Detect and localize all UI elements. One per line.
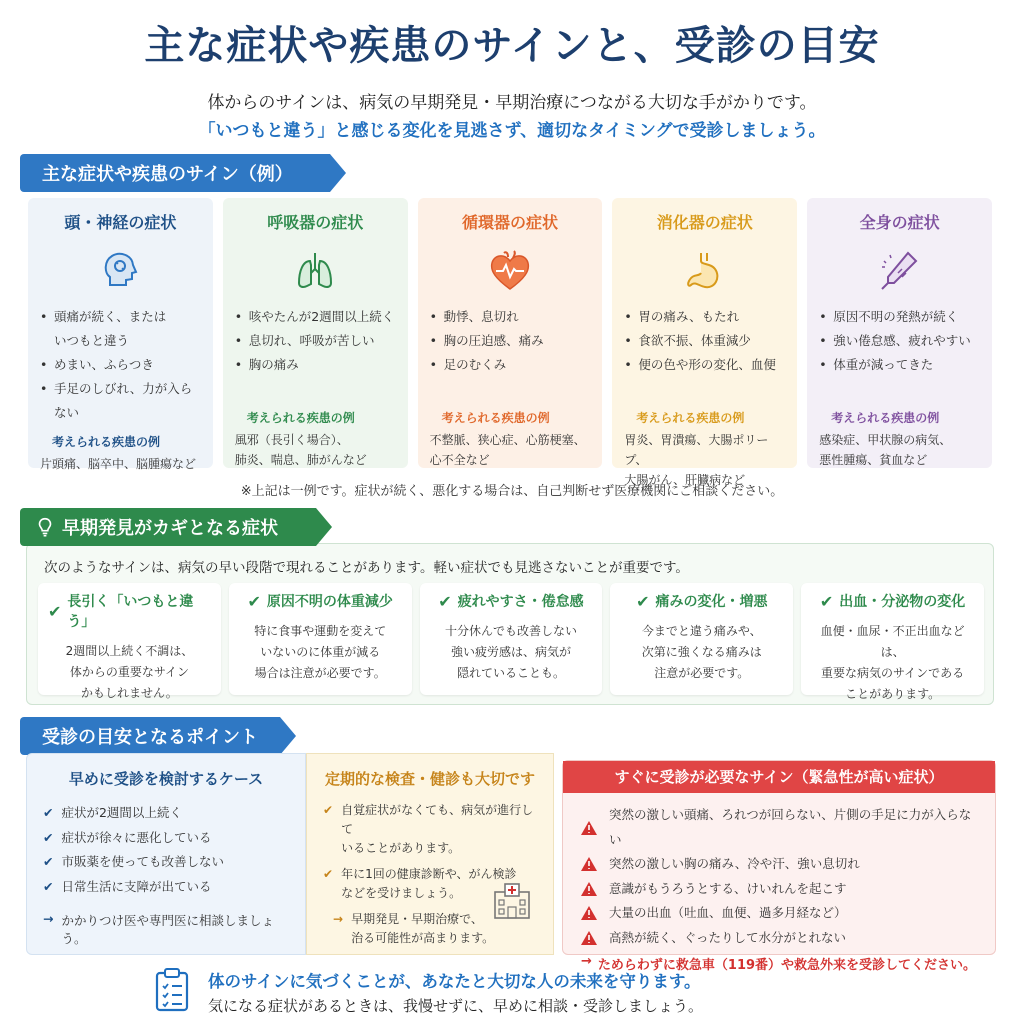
list-item: • めまい、ふらつき [40,353,201,377]
card-title: 消化器の症状 [656,213,753,232]
check-icon: ✔ [323,867,334,881]
disease-list: 胃炎、胃潰瘍、大腸ポリープ、 大腸がん、肝臓病など [624,433,769,487]
early-sign-cards [38,583,984,701]
check-icon: ✔ [636,591,650,611]
early-card-text: 今までと違う痛みや、 次第に強くなる痛みは 注意が必要です。 [641,624,762,680]
early-card [38,583,221,700]
check-icon: ✔ [819,591,834,611]
list-item: 突然の激しい頭痛、ろれつが回らない、片側の手足に力が入らない [581,803,977,852]
early-card-title: ✔ 原因不明の体重減少 [247,591,393,611]
symptom-card-head [28,198,213,471]
list-item: • 胸の圧迫感、痛み [430,329,591,353]
footer-subtext: 気になる症状があるときは、我慢せずに、早めに相談・受診しましょう。 [208,997,704,1015]
list-item: • 足のむくみ [430,353,591,377]
panel-title: 早めに受診を検討するケース [68,770,264,788]
section-heading-early [20,508,316,546]
list-item: ✔ 症状が2週間以上続く [43,801,289,826]
disease-list: 風邪（長引く場合）、 肺炎、喘息、肺がんなど [234,433,367,467]
arrow-right-icon: → [581,954,592,969]
symptom-card-digestive [612,198,797,487]
check-icon: ✔ [43,805,54,820]
urgent-signs-panel [562,760,996,973]
early-card-text: 血便・血尿・不正出血などは、 重要な病気のサインである ことがあります。 [820,624,965,701]
warning-icon [581,931,597,945]
consult-list [43,801,289,899]
early-card-title: ✔ 出血・分泌物の変化 [819,591,966,611]
section-heading-signs [20,154,330,192]
symptom-cards [28,198,992,487]
early-card-text: 2週間以上続く不調は、 体からの重要なサイン かもしれません。 [65,644,194,700]
lungs-icon [291,247,339,295]
check-icon: ✔ [323,803,334,817]
section-heading-points [20,717,280,755]
disease-list: 感染症、甲状腺の病気、 悪性腫瘍、貧血など [819,433,952,467]
disease-title: 考えられる疾患の例 [246,411,355,425]
early-card-title: ✔ 長引く「いつもと違う」 [48,594,194,630]
arrow-right-icon: → [43,911,54,926]
lead-highlight: 「いつもと違う」と感じる変化を見逃さず、適切なタイミングで受診しましょう。 [198,121,826,141]
warning-icon [581,821,597,835]
list-item: • 咳やたんが2週間以上続く [235,305,396,329]
page-title: 主な症状や疾患のサインと、受診の目安 [144,23,880,69]
thermometer-icon [876,247,924,295]
disclaimer-note: ※上記は一例です。症状が続く、悪化する場合は、自己判断せず医療機関にご相談ください。 [240,484,784,499]
check-icon: ✔ [247,591,261,611]
hospital-icon [491,880,533,920]
list-item: ✔ 症状が徐々に悪化している [43,826,289,851]
list-item: 大量の出血（吐血、血便、過多月経など） [581,901,977,926]
symptom-card-respiratory [223,198,408,468]
disease-title: 考えられる疾患の例 [636,411,745,425]
footer-message: 体のサインに気づくことが、あなたと大切な人の未来を守ります。 [208,972,701,991]
disease-title: 考えられる疾患の例 [52,435,161,449]
check-icon: ✔ [438,591,452,611]
symptom-card-circulatory [418,198,603,468]
consult-action: → かかりつけ医や専門医に相談しましょう。 [43,911,274,946]
arrow-right-icon: → [333,912,344,926]
symptom-list [430,305,591,377]
early-intro: 次のようなサインは、病気の早い段階で現れることがあります。軽い症状でも見逃さないことが重要です。 [44,560,689,576]
early-card [420,583,603,695]
disease-title: 考えられる疾患の例 [831,411,940,425]
section-heading-label: 受診の目安となるポイント [42,727,258,748]
list-item: 高熱が続く、ぐったりして水分がとれない [581,926,977,951]
head-icon [96,247,144,295]
early-card-text: 特に食事や運動を変えて いないのに体重が減る 場合は注意が必要です。 [254,624,387,680]
disease-title: 考えられる疾患の例 [441,411,550,425]
clipboard-icon [155,968,189,1012]
warning-icon [581,857,597,871]
stomach-icon [681,247,729,295]
warning-icon [581,882,597,896]
check-icon: ✔ [48,601,62,621]
card-title: 呼吸器の症状 [267,213,364,232]
list-item: ✔ 年に1回の健康診断や、がん検診 などを受けましょう。 [323,865,537,903]
card-title: 循環器の症状 [461,213,558,232]
check-icon: ✔ [43,829,54,845]
checkup-action: → 早期発見・早期治療で、 治る可能性が高まります。 [323,910,537,948]
section-heading-label: 主な症状や疾患のサイン（例） [42,164,293,185]
panel-title: 定期的な検査・健診も大切です [324,770,535,788]
symptom-list [40,305,201,425]
list-item: • 手足のしびれ、力が入らない [40,377,201,425]
list-item: • 息切れ、呼吸が苦しい [235,329,396,353]
urgent-list [563,793,995,950]
symptom-list [235,305,396,377]
list-item: • 頭痛が続く、または いつもと違う [40,305,201,353]
urgent-action: → ためらわずに救急車（119番）や救急外来を受診してください。 [581,954,977,973]
symptom-card-general [807,198,992,468]
list-item: • 体重が減ってきた [819,353,980,377]
list-item: • 動悸、息切れ [430,305,591,329]
symptom-list [819,305,980,377]
early-card [229,583,412,695]
list-item: ✔ 日常生活に支障が出ている [43,875,289,900]
check-icon: ✔ [43,854,54,869]
list-item: • 原因不明の発熱が続く [819,305,980,329]
early-card-title: ✔ 疲れやすさ・倦怠感 [438,591,584,611]
symptom-list [624,305,785,377]
card-title: 全身の症状 [859,213,940,232]
disease-list: 不整脈、狭心症、心筋梗塞、 心不全など [429,433,586,467]
early-card [801,583,984,701]
list-item: • 胃の痛み、もたれ [624,305,785,329]
early-card [610,583,793,695]
lightbulb-icon [34,516,56,538]
list-item: ✔ 市販薬を使っても改善しない [43,850,289,875]
section-heading-label: 早期発見がカギとなる症状 [62,518,278,539]
list-item: • 胸の痛み [235,353,396,377]
regular-checkup-panel [306,753,554,955]
urgent-title: すぐに受診が必要なサイン（緊急性が高い症状） [563,761,995,793]
lead-text: 体からのサインは、病気の早期発見・早期治療につながる大切な手がかりです。 [207,93,817,113]
early-card-text: 十分休んでも改善しない 強い疲労感は、病気が 隠れていることも。 [444,624,577,680]
list-item: • 食欲不振、体重減少 [624,329,785,353]
card-title: 頭・神経の症状 [64,213,177,232]
warning-icon [581,906,597,920]
list-item: • 便の色や形の変化、血便 [624,353,785,377]
list-item: • 強い倦怠感、疲れやすい [819,329,980,353]
list-item: 突然の激しい胸の痛み、冷や汗、強い息切れ [581,852,977,877]
early-card-title: ✔ 痛みの変化・増悪 [636,591,768,611]
list-item: 意識がもうろうとする、けいれんを起こす [581,877,977,902]
list-item: ✔ 自覚症状がなくても、病気が進行して いることがあります。 [323,801,537,858]
disease-list: 片頭痛、脳卒中、脳腫瘍など [40,457,197,471]
heart-icon [486,247,534,295]
consult-early-panel [26,753,306,955]
check-icon: ✔ [43,878,54,894]
